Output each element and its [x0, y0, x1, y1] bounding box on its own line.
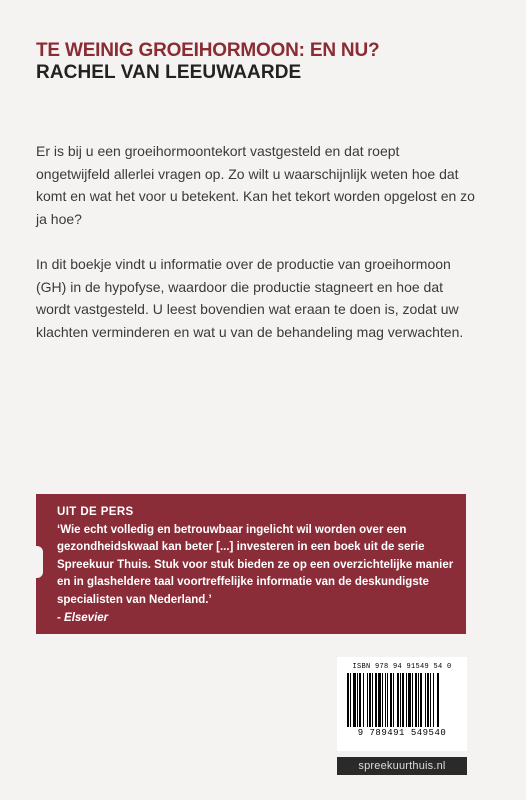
barcode-bar — [378, 673, 381, 727]
press-box-notch — [36, 546, 43, 578]
barcode-bar — [406, 673, 407, 727]
barcode-bar — [367, 673, 368, 727]
press-quote-text: ‘Wie echt volledig en betrouwbaar ingelicht wil worden over een gezondheidskwaal kan beter [...] investeren in een boek uit de serie Spreekuur Thuis. Stuk voor stuk bieden ze op een overzichtelijke manier en in glasheldere taal voortreffelijke informatie van de deskundigste specialisten van Nederland.’ — [57, 523, 454, 606]
press-quote-box — [36, 494, 466, 634]
barcode-bar — [437, 673, 439, 727]
barcode-bar — [357, 673, 358, 727]
barcode-bar — [359, 673, 361, 727]
barcode-bar — [393, 673, 394, 727]
barcode-bar — [385, 673, 386, 727]
blurb-paragraph-1: Er is bij u een groeihormoontekort vastgesteld en dat roept ongetwijfeld allerlei vragen op. Zo wilt u waarschijnlijk weten hoe dat komt en wat het voor u betekent. Kan het tekort worden opgelost en zo ja hoe? — [36, 143, 475, 227]
barcode-bar — [430, 673, 431, 727]
barcode-bar — [397, 673, 399, 727]
barcode-bar — [412, 673, 413, 727]
barcode-bar — [433, 673, 434, 727]
barcode-bar — [363, 673, 364, 727]
blurb — [36, 140, 476, 366]
barcode-bar — [400, 673, 401, 727]
isbn-label: ISBN 978 94 91549 54 0 — [352, 663, 452, 671]
press-heading: UIT DE PERS — [57, 506, 134, 518]
barcode-box — [337, 657, 467, 751]
barcode-bar — [415, 673, 417, 727]
barcode-bar — [350, 673, 351, 727]
barcode-bar — [369, 673, 371, 727]
barcode-bar — [347, 673, 349, 727]
website-url: spreekuurthuis.nl — [337, 757, 467, 775]
barcode-bar — [420, 673, 422, 727]
book-title: TE WEINIG GROEIHORMOON: EN NU? — [36, 40, 380, 61]
barcode-bar — [402, 673, 404, 727]
barcode-bar — [375, 673, 377, 727]
blurb-paragraph-2: In dit boekje vindt u informatie over de productie van groeihormoon (GH) in de hypofyse, waardoor die productie stagneert en hoe dat wordt vastgesteld. U leest bovendien wat eraan te doen is, zodat uw klachten verminderen en wat u van de behandeling mag verwachten. — [36, 256, 464, 340]
barcode-bar — [372, 673, 373, 727]
barcode-bar — [382, 673, 383, 727]
barcode-bar — [427, 673, 429, 727]
barcode-bar — [425, 673, 426, 727]
barcode-bar — [418, 673, 419, 727]
barcode-image — [346, 673, 458, 727]
book-author: RACHEL VAN LEEUWAARDE — [36, 62, 302, 83]
barcode-digits: 9 789491 549540 — [357, 728, 447, 738]
press-source: - Elsevier — [57, 611, 109, 624]
barcode-bar — [408, 673, 411, 727]
barcode-bar — [353, 673, 356, 727]
barcode-bar — [387, 673, 388, 727]
barcode-bar — [390, 673, 392, 727]
